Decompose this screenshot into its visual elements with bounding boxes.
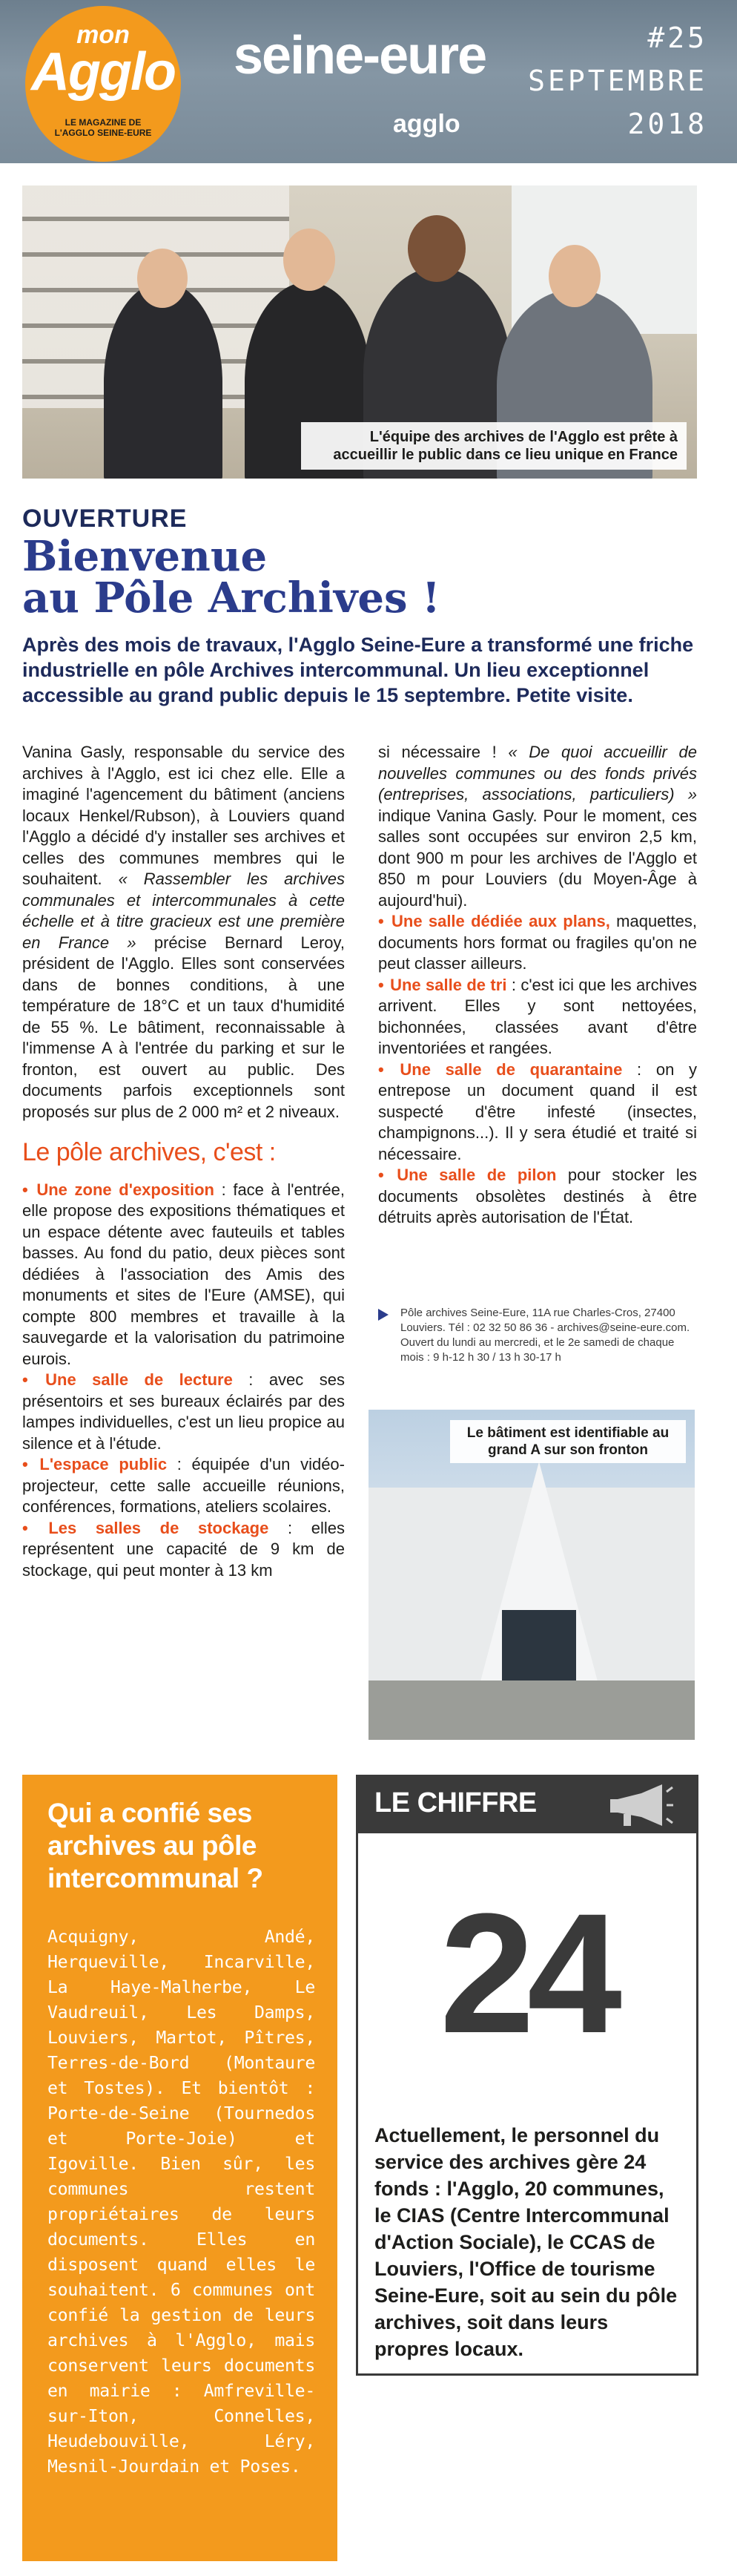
masthead (0, 0, 737, 163)
list-item-label: Une salle de quarantaine (400, 1059, 623, 1079)
list-item-text: : on y entrepose un document quand il est suspecté d'être infesté (insectes, champignons...). Il y sera étudié et traité si nécessaire. (378, 1059, 698, 1163)
megaphone-icon (607, 1783, 674, 1829)
key-figure-label: LE CHIFFRE (374, 1787, 537, 1818)
continued-paragraph (378, 742, 697, 911)
list-item-text: : avec ses présentoirs et ses bureaux éclairés par des lampes individuelles, c'est un lieu propice au silence et à l'étude. (22, 1370, 345, 1453)
article-column-right (378, 742, 697, 1229)
person-1-head (137, 249, 188, 308)
list-item (22, 1518, 345, 1582)
list-item-label: Une salle de lecture (45, 1370, 233, 1389)
article-title (22, 532, 440, 622)
continued-text: si nécessaire ! (378, 743, 497, 761)
issue-month: SEPTEMBRE (528, 65, 707, 97)
key-figure-number: 24 (440, 1878, 615, 2069)
list-item-text: : elles représentent une capacité de 9 km de stockage, qui peut monter à 13 km (22, 1518, 345, 1580)
list-item (22, 1454, 345, 1518)
person-2-head (283, 229, 335, 291)
list-item (378, 1059, 697, 1166)
intro-paragraph (22, 742, 345, 1123)
list-item (378, 911, 697, 975)
list-item-label: Une salle dédiée aux plans, (391, 912, 610, 930)
list-item-text: : c'est ici que les archives arrivent. Elles y sont nettoyées, bichonnées, classées avant d'être inventoriées et rangées. (378, 975, 697, 1057)
person-4-head (549, 245, 601, 307)
article-column-left (22, 742, 345, 1581)
section-subheading: Le pôle archives, c'est : (22, 1138, 276, 1166)
practical-info-text: Pôle archives Seine-Eure, 11A rue Charles-Cros, 27400 Louviers. Tél : 02 32 50 86 36 - archives@seine-eure.com. Ouvert du lundi au mercredi, et le 2e samedi de chaque mois : 9 h-12 h 30 / 13 h 30-17 h (400, 1307, 690, 1364)
communes-box-title: Qui a confié ses archives au pôle intercommunal ? (47, 1798, 263, 1893)
continued-quote: « De quoi accueillir de nouvelles communes ou des fonds privés (entreprises, associations, particuliers) » (378, 743, 697, 804)
article-title-line2: au Pôle Archives ! (22, 574, 440, 622)
logo-mon-text: mon (76, 21, 130, 49)
photo2-caption: Le bâtiment est identifiable au grand A sur son fronton (450, 1420, 686, 1463)
person-3-head (408, 215, 466, 282)
list-item (22, 1370, 345, 1454)
intro-text-end: précise Bernard Leroy, président de l'Agglo. Elles sont conservées dans de bonnes conditions, à une température de 18°C et un taux d'humidité de 55 %. Le bâtiment, reconnaissable à l'immense A à l'entrée du parking et sur le fronton, est ouvert au public. Des documents parfois exceptionnels sont proposés sur plus de 2 000 m² et 2 niveaux. (22, 933, 345, 1121)
logo-tagline: LE MAGAZINE DE L'AGGLO SEINE-EURE (54, 117, 152, 138)
communes-box (22, 1775, 337, 2561)
list-item-label: Une salle de tri (390, 975, 507, 994)
building-photo (368, 1410, 695, 1740)
parking-ground (368, 1680, 695, 1740)
article-lead: Après des mois de travaux, l'Agglo Seine-Eure a transformé une friche industrielle en pôle Archives intercommunal. Un lieu exceptionnel accessible au grand public depuis le 15 septembre. Petite visite. (22, 634, 694, 706)
list-item-label: Une zone d'exposition (36, 1180, 214, 1199)
article-kicker: OUVERTURE (22, 505, 188, 533)
key-figure-text: Actuellement, le personnel du service des archives gère 24 fonds : l'Agglo, 20 communes, le CIAS (Centre Intercommunal d'Action Sociale), le CCAS de Louviers, l'Office de tourisme Seine-Eure, soit au sein du pôle archives, soit dans leurs propres locaux. (374, 2124, 678, 2360)
intro-text: Vanina Gasly, responsable du service des archives à l'Agglo, est ici chez elle. Elle a imaginé l'agencement du bâtiment (anciens locaux Henkel/Rubson), à Louviers quand l'Agglo a décidé d'y installer ses archives et celles des communes membres qui le souhaitent. (22, 743, 345, 888)
list-item-text: maquettes, documents hors format ou fragiles qu'on ne peut classer ailleurs. (378, 912, 697, 973)
person-1 (104, 282, 222, 479)
mon-agglo-logo (25, 6, 181, 162)
list-item-label: L'espace public (39, 1455, 168, 1473)
list-item (378, 975, 697, 1059)
list-item-text: pour stocker les documents obsolètes destinés à être détruits après autorisation de l'État. (378, 1166, 697, 1226)
communes-box-body: Acquigny, Andé, Herqueville, Incarville, La Haye-Malherbe, Le Vaudreuil, Les Damps, Louviers, Martot, Pîtres, Terres-de-Bord (Montaure et Tostes). Et bientôt : Porte-de-Seine (Tournedos et Porte-Joie) et Igoville. Bien sûr, les communes restent propriétaires de leurs documents. Elles en disposent quand elles le souhaitent. 6 communes ont confié la gestion de leurs archives à l'Agglo, mais conservent leurs documents en mairie : Amfreville-sur-Iton, Connelles, Heudebouville, Léry, Mesnil-Jourdain et Poses. (47, 1927, 315, 2477)
issue-year: 2018 (627, 108, 707, 140)
triangle-bullet-icon (378, 1309, 389, 1321)
entrance-door (502, 1610, 576, 1680)
list-item (378, 1165, 697, 1229)
list-item-label: Une salle de pilon (397, 1166, 557, 1184)
issue-info (528, 16, 707, 145)
logo-agglo-text: Agglo (31, 42, 175, 102)
continued-text-end: indique Vanina Gasly. Pour le moment, ces salles sont occupées sur environ 2,5 km, dont 900 m pour les archives de l'Agglo et 850 m pour Louviers (du Moyen-Âge à aujourd'hui). (378, 806, 697, 910)
seine-eure-brand: seine-eure (234, 26, 486, 85)
practical-info (378, 1306, 697, 1365)
issue-number: #25 (647, 22, 707, 54)
article-title-line1: Bienvenue (22, 532, 268, 581)
list-item-label: Les salles de stockage (48, 1518, 269, 1537)
photo1-caption: L'équipe des archives de l'Agglo est prête à accueillir le public dans ce lieu unique en France (301, 422, 687, 470)
key-figure-box (356, 1775, 698, 2376)
key-figure-header (358, 1777, 696, 1833)
list-item-text: : équipée d'un vidéo-projecteur, cette salle accueille réunions, conférences, formations, ateliers scolaires. (22, 1455, 345, 1516)
team-photo (22, 185, 697, 479)
list-item-text: : face à l'entrée, elle propose des expositions thématiques et un espace détente avec fauteuils et tables basses. Au fond du patio, deux pièces sont dédiées à l'association des Amis des monuments et sites de l'Eure (AMSE), qui compte 800 membres et travaille à la sauvegarde et la valorisation du patrimoine eurois. (22, 1180, 345, 1368)
list-item (22, 1180, 345, 1370)
intro-quote: « Rassembler les archives communales et intercommunales à cette échelle et à titre gracieux est une première en France » (22, 870, 345, 952)
seine-eure-brand-sub: agglo (393, 110, 460, 138)
